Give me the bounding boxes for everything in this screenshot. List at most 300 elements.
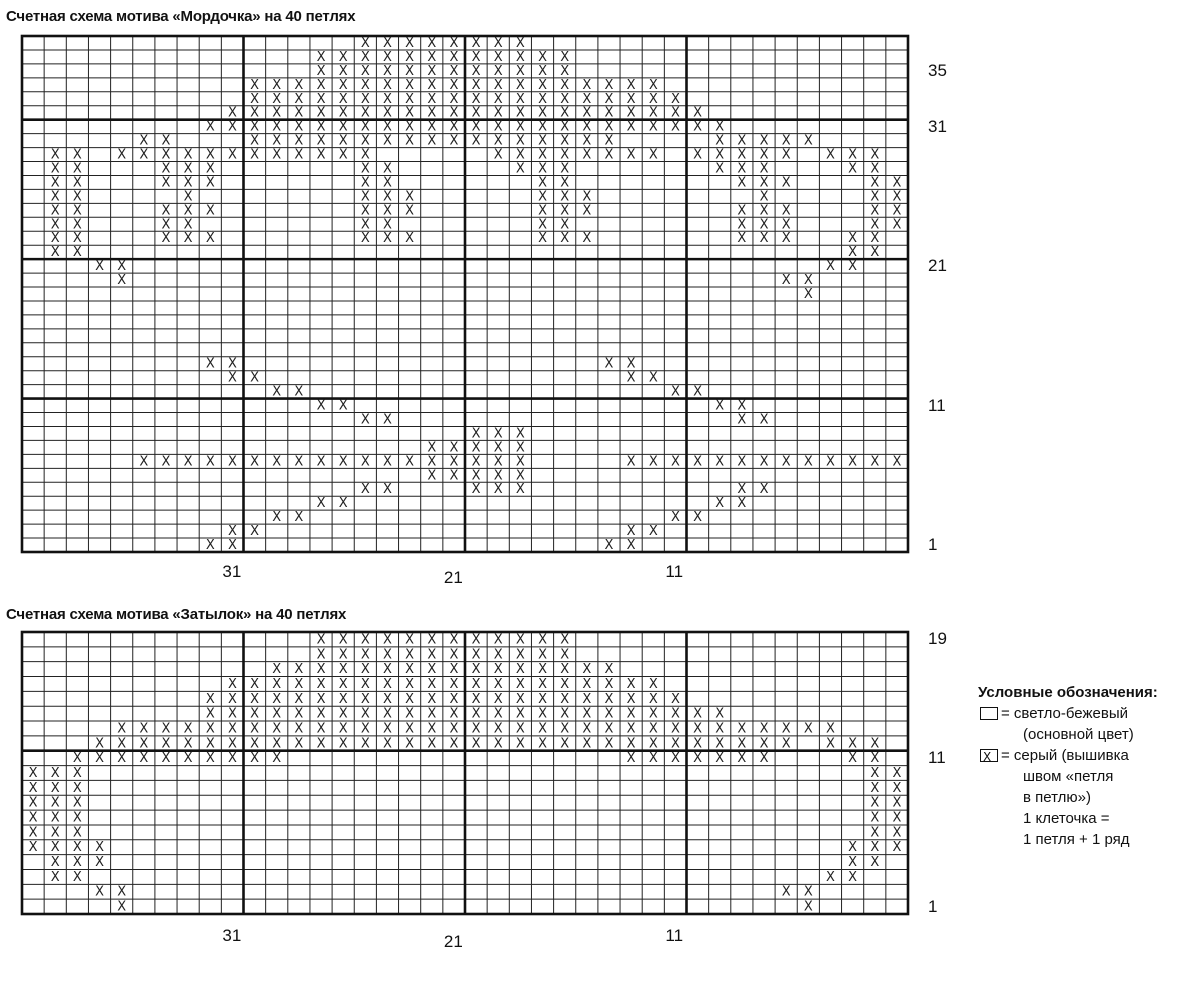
gray-stitch-mark: X: [72, 840, 82, 856]
gray-stitch-mark: X: [892, 780, 902, 796]
gray-stitch-mark: X: [560, 706, 570, 722]
gray-stitch-mark: X: [604, 736, 614, 752]
gray-stitch-mark: X: [759, 147, 769, 163]
gray-stitch-mark: X: [648, 706, 658, 722]
gray-stitch-mark: X: [161, 203, 171, 219]
gray-stitch-mark: X: [205, 454, 215, 470]
gray-stitch-mark: X: [493, 35, 503, 51]
gray-stitch-mark: X: [826, 259, 835, 275]
gray-stitch-mark: X: [670, 706, 680, 722]
gray-stitch-mark: X: [515, 91, 525, 107]
gray-stitch-mark: X: [670, 454, 680, 470]
gray-stitch-mark: X: [515, 77, 525, 93]
gray-stitch-mark: X: [161, 454, 171, 470]
gray-stitch-mark: X: [360, 412, 370, 428]
gray-stitch-mark: X: [515, 426, 525, 442]
gray-stitch-mark: X: [471, 440, 481, 456]
gray-stitch-mark: X: [28, 825, 38, 841]
gray-stitch-mark: X: [759, 203, 769, 219]
gray-stitch-mark: X: [427, 49, 437, 65]
gray-stitch-mark: X: [383, 91, 392, 107]
gray-stitch-mark: X: [294, 662, 304, 678]
gray-stitch-mark: X: [427, 721, 437, 737]
gray-stitch-mark: X: [648, 676, 658, 692]
gray-stitch-mark: X: [626, 356, 636, 372]
row-number-label: 21: [928, 256, 947, 276]
gray-stitch-mark: X: [360, 49, 370, 65]
gray-stitch-mark: X: [515, 482, 525, 498]
gray-stitch-mark: X: [227, 454, 237, 470]
gray-stitch-mark: X: [515, 676, 525, 692]
gray-stitch-mark: X: [538, 632, 547, 648]
gray-stitch-mark: X: [316, 721, 326, 737]
gray-stitch-mark: X: [826, 736, 835, 752]
gray-stitch-mark: X: [294, 454, 304, 470]
gray-stitch-mark: X: [405, 647, 415, 663]
gray-stitch-mark: X: [515, 35, 525, 51]
gray-stitch-mark: X: [737, 161, 747, 177]
gray-stitch-mark: X: [250, 119, 260, 135]
gray-stitch-mark: X: [250, 77, 260, 93]
gray-stitch-mark: X: [383, 63, 392, 79]
gray-stitch-mark: X: [471, 49, 481, 65]
gray-stitch-mark: X: [560, 189, 570, 205]
gray-stitch-mark: X: [870, 825, 880, 841]
gray-stitch-mark: X: [360, 721, 370, 737]
gray-stitch-mark: X: [449, 35, 459, 51]
gray-stitch-mark: X: [338, 49, 348, 65]
legend: [978, 682, 1158, 850]
gray-stitch-mark: X: [383, 203, 392, 219]
gray-stitch-mark: X: [626, 538, 636, 554]
gray-stitch-mark: X: [693, 721, 703, 737]
gray-stitch-mark: X: [449, 133, 459, 149]
gray-stitch-mark: X: [449, 454, 459, 470]
gray-stitch-mark: X: [405, 105, 415, 121]
gray-stitch-mark: X: [449, 647, 459, 663]
gray-stitch-mark: X: [493, 468, 503, 484]
gray-stitch-mark: X: [781, 231, 791, 247]
gray-stitch-mark: X: [471, 35, 481, 51]
gray-stitch-mark: X: [848, 869, 858, 885]
gray-stitch-mark: X: [449, 63, 459, 79]
gray-stitch-mark: X: [870, 203, 880, 219]
gray-stitch-mark: X: [338, 454, 348, 470]
gray-stitch-mark: X: [205, 356, 215, 372]
gray-stitch-mark: X: [870, 245, 880, 261]
gray-stitch-mark: X: [205, 231, 215, 247]
gray-stitch-mark: X: [737, 751, 747, 767]
gray-stitch-mark: X: [471, 105, 481, 121]
gray-stitch-mark: X: [117, 736, 127, 752]
gray-stitch-mark: X: [117, 273, 127, 289]
gray-stitch-mark: X: [515, 105, 525, 121]
gray-stitch-mark: X: [515, 706, 525, 722]
gray-stitch-mark: X: [383, 676, 392, 692]
gray-stitch-mark: X: [892, 840, 902, 856]
gray-stitch-mark: X: [870, 217, 880, 233]
row-number-label: 11: [928, 748, 946, 768]
gray-stitch-mark: X: [360, 161, 370, 177]
gray-stitch-mark: X: [161, 217, 171, 233]
gray-stitch-mark: X: [360, 647, 370, 663]
gray-stitch-mark: X: [604, 77, 614, 93]
gray-stitch-mark: X: [560, 133, 570, 149]
gray-stitch-mark: X: [294, 736, 304, 752]
row-number-label: 11: [928, 395, 946, 415]
gray-stitch-mark: X: [272, 91, 282, 107]
gray-stitch-mark: X: [848, 454, 858, 470]
gray-stitch-mark: X: [538, 189, 547, 205]
gray-stitch-mark: X: [405, 706, 415, 722]
gray-stitch-mark: X: [648, 91, 658, 107]
gray-stitch-mark: X: [626, 147, 636, 163]
gray-stitch-mark: X: [759, 175, 769, 191]
gray-stitch-mark: X: [449, 440, 459, 456]
gray-stitch-mark: X: [338, 706, 348, 722]
gray-stitch-mark: X: [826, 721, 835, 737]
gray-stitch-mark: X: [892, 175, 902, 191]
gray-stitch-mark: X: [294, 510, 304, 526]
gray-stitch-mark: X: [294, 706, 304, 722]
gray-stitch-mark: X: [360, 736, 370, 752]
gray-stitch-mark: X: [848, 736, 858, 752]
gray-stitch-mark: X: [95, 884, 104, 900]
gray-stitch-mark: X: [72, 795, 82, 811]
gray-stitch-mark: X: [72, 147, 82, 163]
gray-stitch-mark: X: [139, 133, 149, 149]
gray-stitch-mark: X: [471, 706, 481, 722]
row-number-label: 31: [928, 116, 947, 136]
gray-stitch-mark: X: [582, 189, 592, 205]
gray-stitch-mark: X: [848, 259, 858, 275]
gray-stitch-mark: X: [715, 398, 725, 414]
gray-stitch-mark: X: [294, 77, 304, 93]
gray-stitch-mark: X: [161, 736, 171, 752]
stitch-number-label: 21: [443, 568, 463, 587]
gray-stitch-mark: X: [272, 384, 282, 400]
gray-stitch-mark: X: [604, 119, 614, 135]
gray-stitch-mark: X: [848, 855, 858, 871]
gray-stitch-mark: X: [449, 91, 459, 107]
gray-stitch-mark: X: [72, 217, 82, 233]
gray-stitch-mark: X: [205, 538, 215, 554]
gray-stitch-mark: X: [227, 736, 237, 752]
gray-stitch-mark: X: [560, 632, 570, 648]
gray-stitch-mark: X: [183, 189, 193, 205]
cross-cell-swatch: [980, 749, 998, 762]
gray-stitch-mark: X: [383, 412, 392, 428]
gray-stitch-mark: X: [870, 766, 880, 781]
gray-stitch-mark: X: [515, 662, 525, 678]
gray-stitch-mark: X: [383, 454, 392, 470]
legend-note-line2: 1 петля + 1 ряд: [1023, 831, 1130, 848]
gray-stitch-mark: X: [515, 147, 525, 163]
gray-stitch-mark: X: [803, 287, 813, 302]
gray-stitch-mark: X: [471, 647, 481, 663]
gray-stitch-mark: X: [715, 454, 725, 470]
gray-stitch-mark: X: [648, 77, 658, 93]
gray-stitch-mark: X: [737, 231, 747, 247]
gray-stitch-mark: X: [360, 175, 370, 191]
legend-note-line1: 1 клеточка =: [1023, 810, 1110, 827]
gray-stitch-mark: X: [560, 63, 570, 79]
gray-stitch-mark: X: [582, 721, 592, 737]
gray-stitch-mark: X: [72, 231, 82, 247]
gray-stitch-mark: X: [715, 706, 725, 722]
gray-stitch-mark: X: [560, 147, 570, 163]
gray-stitch-mark: X: [582, 105, 592, 121]
gray-stitch-mark: X: [316, 63, 326, 79]
gray-stitch-mark: X: [72, 175, 82, 191]
gray-stitch-mark: X: [582, 203, 592, 219]
gray-stitch-mark: X: [250, 706, 260, 722]
gray-stitch-mark: X: [360, 203, 370, 219]
gray-stitch-mark: X: [493, 440, 503, 456]
gray-stitch-mark: X: [427, 454, 437, 470]
gray-stitch-mark: X: [294, 91, 304, 107]
gray-stitch-mark: X: [515, 454, 525, 470]
gray-stitch-mark: X: [604, 691, 614, 707]
gray-stitch-mark: X: [803, 273, 813, 289]
gray-stitch-mark: X: [493, 105, 503, 121]
row-number-label: 35: [928, 60, 947, 80]
gray-stitch-mark: X: [28, 780, 38, 796]
legend-item-embroidery-line1: = серый (вышивка: [1001, 747, 1129, 764]
gray-stitch-mark: X: [316, 91, 326, 107]
gray-stitch-mark: X: [205, 706, 215, 722]
gray-stitch-mark: X: [316, 736, 326, 752]
gray-stitch-mark: X: [383, 189, 392, 205]
gray-stitch-mark: X: [515, 440, 525, 456]
gray-stitch-mark: X: [272, 454, 282, 470]
gray-stitch-mark: X: [648, 721, 658, 737]
gray-stitch-mark: X: [316, 147, 326, 163]
gray-stitch-mark: X: [515, 49, 525, 65]
gray-stitch-mark: X: [538, 691, 547, 707]
legend-item-base: [978, 703, 1158, 724]
gray-stitch-mark: X: [316, 398, 326, 414]
gray-stitch-mark: X: [383, 721, 392, 737]
gray-stitch-mark: X: [737, 217, 747, 233]
gray-stitch-mark: X: [670, 91, 680, 107]
gray-stitch-mark: X: [892, 203, 902, 219]
gray-stitch-mark: X: [227, 721, 237, 737]
gray-stitch-mark: X: [72, 245, 82, 261]
gray-stitch-mark: X: [870, 855, 880, 871]
gray-stitch-mark: X: [227, 356, 237, 372]
legend-item-base-line1: = светло-бежевый: [1001, 705, 1128, 722]
gray-stitch-mark: X: [316, 454, 326, 470]
gray-stitch-mark: X: [28, 766, 38, 781]
gray-stitch-mark: X: [493, 119, 503, 135]
gray-stitch-mark: X: [161, 147, 171, 163]
gray-stitch-mark: X: [737, 203, 747, 219]
row-number-label: 19: [928, 629, 947, 649]
gray-stitch-mark: X: [205, 691, 215, 707]
gray-stitch-mark: X: [360, 77, 370, 93]
gray-stitch-mark: X: [670, 751, 680, 767]
gray-stitch-mark: X: [626, 370, 636, 386]
legend-item-embroidery-line2: швом «петля: [1023, 768, 1114, 785]
gray-stitch-mark: X: [338, 676, 348, 692]
gray-stitch-mark: X: [50, 795, 60, 811]
gray-stitch-mark: X: [272, 736, 282, 752]
gray-stitch-mark: X: [560, 676, 570, 692]
gray-stitch-mark: X: [227, 691, 237, 707]
gray-stitch-mark: X: [405, 49, 415, 65]
gray-stitch-mark: X: [737, 721, 747, 737]
gray-stitch-mark: X: [360, 662, 370, 678]
gray-stitch-mark: X: [316, 691, 326, 707]
gray-stitch-mark: X: [72, 810, 82, 826]
gray-stitch-mark: X: [538, 647, 547, 663]
gray-stitch-mark: X: [383, 105, 392, 121]
gray-stitch-mark: X: [294, 105, 304, 121]
gray-stitch-mark: X: [72, 766, 82, 781]
gray-stitch-mark: X: [715, 736, 725, 752]
gray-stitch-mark: X: [693, 751, 703, 767]
gray-stitch-mark: X: [648, 691, 658, 707]
gray-stitch-mark: X: [272, 662, 282, 678]
gray-stitch-mark: X: [50, 869, 60, 885]
gray-stitch-mark: X: [648, 454, 658, 470]
gray-stitch-mark: X: [405, 454, 415, 470]
gray-stitch-mark: X: [250, 524, 260, 540]
gray-stitch-mark: X: [95, 855, 104, 871]
gray-stitch-mark: X: [582, 119, 592, 135]
gray-stitch-mark: X: [538, 147, 547, 163]
gray-stitch-mark: X: [50, 766, 60, 781]
legend-item-embroidery-line3: в петлю»): [1023, 789, 1091, 806]
gray-stitch-mark: X: [227, 751, 237, 767]
gray-stitch-mark: X: [670, 721, 680, 737]
gray-stitch-mark: X: [405, 189, 415, 205]
gray-stitch-mark: X: [139, 751, 149, 767]
gray-stitch-mark: X: [538, 91, 547, 107]
gray-stitch-mark: X: [117, 899, 127, 915]
gray-stitch-mark: X: [737, 736, 747, 752]
gray-stitch-mark: X: [560, 721, 570, 737]
gray-stitch-mark: X: [117, 721, 127, 737]
gray-stitch-mark: X: [493, 676, 503, 692]
gray-stitch-mark: X: [183, 175, 193, 191]
gray-stitch-mark: X: [338, 77, 348, 93]
gray-stitch-mark: X: [316, 496, 326, 512]
gray-stitch-mark: X: [582, 662, 592, 678]
gray-stitch-mark: X: [870, 795, 880, 811]
gray-stitch-mark: X: [139, 736, 149, 752]
gray-stitch-mark: X: [117, 884, 127, 900]
gray-stitch-mark: X: [538, 662, 547, 678]
gray-stitch-mark: X: [560, 647, 570, 663]
gray-stitch-mark: X: [50, 217, 60, 233]
gray-stitch-mark: X: [161, 751, 171, 767]
gray-stitch-mark: X: [538, 706, 547, 722]
gray-stitch-mark: X: [383, 647, 392, 663]
gray-stitch-mark: X: [95, 751, 104, 767]
gray-stitch-mark: X: [848, 840, 858, 856]
gray-stitch-mark: X: [493, 91, 503, 107]
stitch-number-label: 11: [665, 926, 684, 945]
gray-stitch-mark: X: [338, 691, 348, 707]
gray-stitch-mark: X: [515, 63, 525, 79]
gray-stitch-mark: X: [560, 231, 570, 247]
gray-stitch-mark: X: [848, 161, 858, 177]
gray-stitch-mark: X: [294, 676, 304, 692]
gray-stitch-mark: X: [250, 105, 260, 121]
gray-stitch-mark: X: [781, 133, 791, 149]
gray-stitch-mark: X: [759, 736, 769, 752]
gray-stitch-mark: X: [560, 161, 570, 177]
gray-stitch-mark: X: [360, 632, 370, 648]
gray-stitch-mark: X: [338, 63, 348, 79]
gray-stitch-mark: X: [870, 161, 880, 177]
gray-stitch-mark: X: [471, 133, 481, 149]
gray-stitch-mark: X: [316, 676, 326, 692]
gray-stitch-mark: X: [405, 632, 415, 648]
gray-stitch-mark: X: [715, 721, 725, 737]
gray-stitch-mark: X: [449, 662, 459, 678]
gray-stitch-mark: X: [892, 810, 902, 826]
gray-stitch-mark: X: [781, 203, 791, 219]
gray-stitch-mark: X: [870, 751, 880, 767]
gray-stitch-mark: X: [250, 676, 260, 692]
gray-stitch-mark: X: [316, 632, 326, 648]
gray-stitch-mark: X: [538, 736, 547, 752]
gray-stitch-mark: X: [604, 721, 614, 737]
gray-stitch-mark: X: [715, 496, 725, 512]
gray-stitch-mark: X: [737, 482, 747, 498]
gray-stitch-mark: X: [648, 370, 658, 386]
gray-stitch-mark: X: [515, 691, 525, 707]
gray-stitch-mark: X: [427, 736, 437, 752]
gray-stitch-mark: X: [538, 217, 547, 233]
gray-stitch-mark: X: [803, 133, 813, 149]
gray-stitch-mark: X: [560, 105, 570, 121]
gray-stitch-mark: X: [227, 105, 237, 121]
gray-stitch-mark: X: [139, 721, 149, 737]
gray-stitch-mark: X: [427, 91, 437, 107]
gray-stitch-mark: X: [72, 825, 82, 841]
gray-stitch-mark: X: [781, 217, 791, 233]
gray-stitch-mark: X: [759, 454, 769, 470]
gray-stitch-mark: X: [383, 231, 392, 247]
gray-stitch-mark: X: [626, 751, 636, 767]
gray-stitch-mark: X: [582, 736, 592, 752]
gray-stitch-mark: X: [95, 840, 104, 856]
gray-stitch-mark: X: [493, 647, 503, 663]
gray-stitch-mark: X: [759, 189, 769, 205]
gray-stitch-mark: X: [560, 691, 570, 707]
gray-stitch-mark: X: [272, 676, 282, 692]
gray-stitch-mark: X: [759, 161, 769, 177]
gray-stitch-mark: X: [161, 231, 171, 247]
gray-stitch-mark: X: [360, 133, 370, 149]
gray-stitch-mark: X: [471, 63, 481, 79]
gray-stitch-mark: X: [383, 632, 392, 648]
gray-stitch-mark: X: [28, 795, 38, 811]
gray-stitch-mark: X: [737, 454, 747, 470]
gray-stitch-mark: X: [28, 810, 38, 826]
gray-stitch-mark: X: [383, 736, 392, 752]
gray-stitch-mark: X: [803, 884, 813, 900]
gray-stitch-mark: X: [383, 133, 392, 149]
gray-stitch-mark: X: [670, 105, 680, 121]
gray-stitch-mark: X: [294, 691, 304, 707]
gray-stitch-mark: X: [183, 721, 193, 737]
gray-stitch-mark: X: [626, 706, 636, 722]
